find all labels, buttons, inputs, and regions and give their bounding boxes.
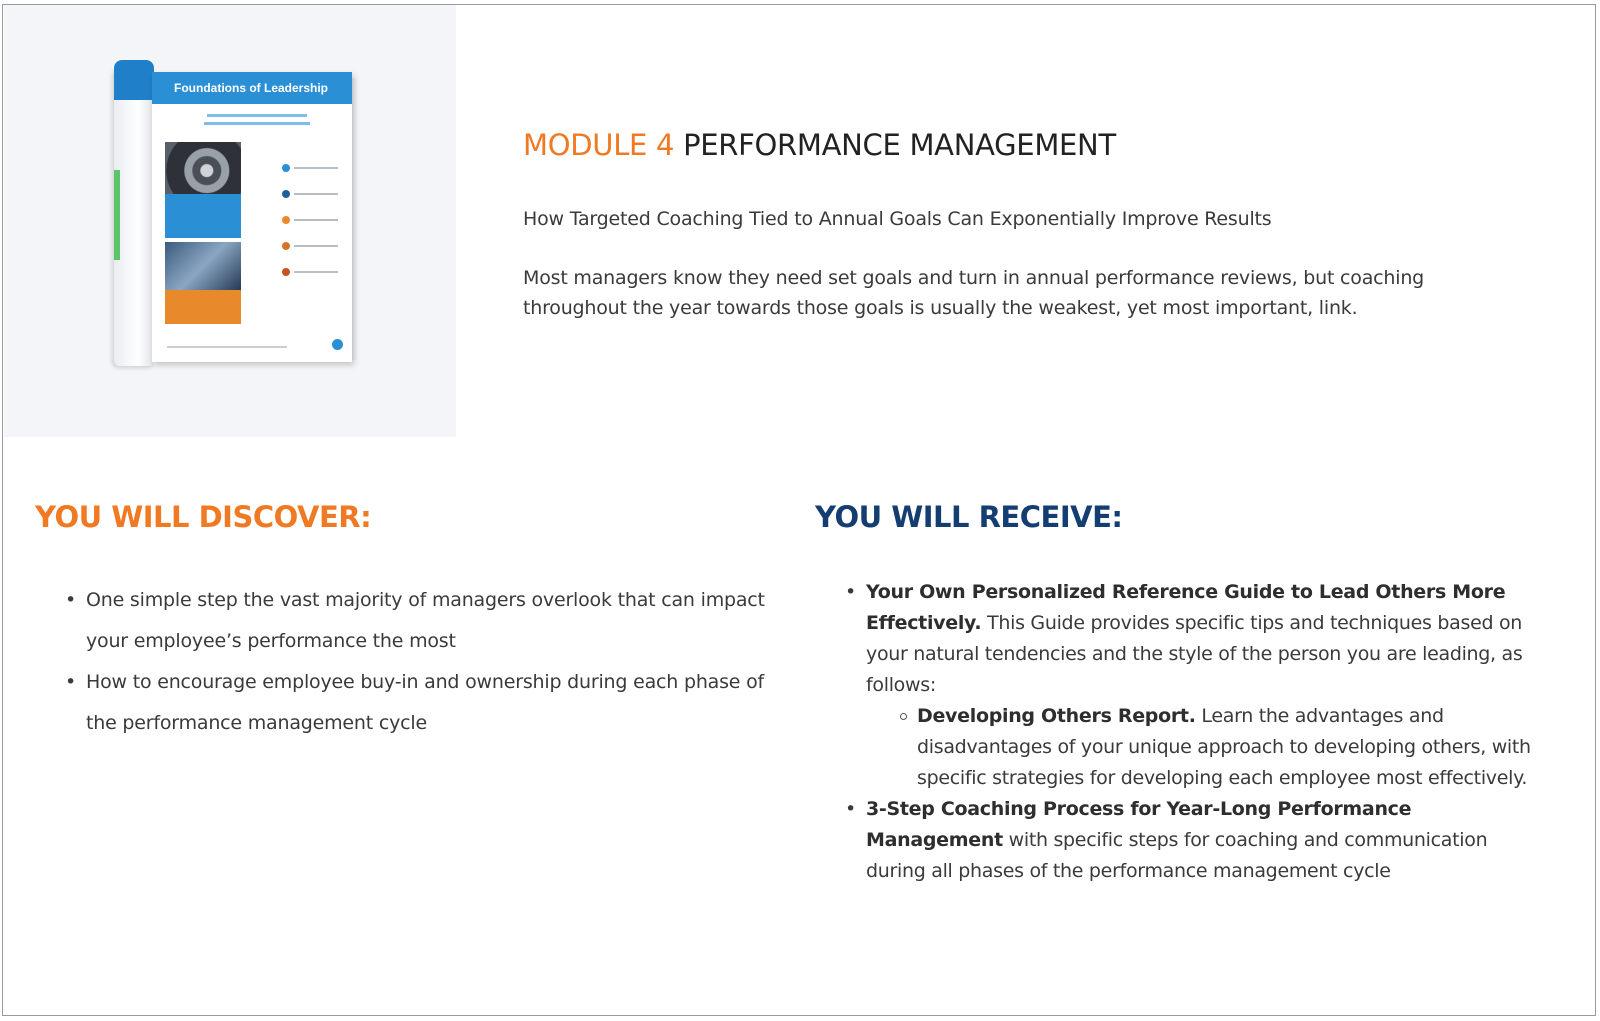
discover-heading: YOU WILL DISCOVER: bbox=[35, 500, 372, 534]
booklet-spine-top bbox=[114, 60, 154, 100]
receive-item bbox=[866, 577, 1538, 794]
booklet-subheading-line bbox=[207, 114, 307, 117]
module-name: PERFORMANCE MANAGEMENT bbox=[683, 128, 1116, 162]
booklet-bullet-line bbox=[294, 219, 338, 221]
receive-item-text: This Guide provides specific tips and techniques based on your natural tendencies and the style of the person you are leading, as follows: bbox=[866, 612, 1523, 696]
module-number: MODULE 4 bbox=[523, 128, 675, 162]
receive-heading: YOU WILL RECEIVE: bbox=[815, 500, 1123, 534]
booklet-bullet-dot bbox=[282, 164, 290, 172]
booklet-orange-panel bbox=[165, 290, 241, 324]
discover-item: • How to encourage employee buy-in and ownership during each phase of the performance management cycle bbox=[86, 662, 766, 744]
receive-item-text: with specific steps for coaching and communication during all phases of the performance management cycle bbox=[866, 829, 1488, 882]
booklet-bullet-line bbox=[294, 245, 338, 247]
booklet-bullet-line bbox=[294, 271, 338, 273]
booklet-bullet-dot bbox=[282, 242, 290, 250]
booklet-bullet-dot bbox=[282, 268, 290, 276]
booklet-page bbox=[152, 72, 352, 362]
receive-item-title: 3-Step Coaching Process for Year-Long Performance Management bbox=[866, 798, 1412, 851]
booklet-bullet-line bbox=[294, 167, 338, 169]
receive-item bbox=[866, 794, 1538, 887]
receive-sublist bbox=[866, 701, 1538, 794]
booklet-illustration bbox=[114, 60, 364, 370]
module-subtitle: How Targeted Coaching Tied to Annual Goals Can Exponentially Improve Results bbox=[523, 208, 1272, 230]
booklet-bullet-dot bbox=[282, 190, 290, 198]
receive-subitem-title: Developing Others Report. bbox=[917, 705, 1196, 727]
discover-item: • One simple step the vast majority of managers overlook that can impact your employee’s performance the most bbox=[86, 580, 766, 662]
dartboard-photo bbox=[165, 142, 241, 194]
booklet-blue-panel bbox=[165, 194, 241, 238]
booklet-footer-line bbox=[167, 346, 287, 348]
booklet-title: Foundations of Leadership bbox=[152, 72, 352, 104]
booklet-spine bbox=[114, 68, 154, 366]
receive-item-title: Your Own Personalized Reference Guide to Lead Others More Effectively. bbox=[866, 581, 1506, 634]
module-intro: Most managers know they need set goals and turn in annual performance reviews, but coaching throughout the year towards those goals is usually the weakest, yet most important, link. bbox=[523, 267, 1425, 319]
receive-subitem-text: Learn the advantages and disadvantages of your unique approach to developing others, with specific strategies for developing each employee most effectively. bbox=[917, 705, 1531, 789]
booklet-bullet-line bbox=[294, 193, 338, 195]
discover-list bbox=[86, 580, 766, 744]
booklet-page-number bbox=[332, 339, 343, 350]
booklet-bullet-dot bbox=[282, 216, 290, 224]
booklet-subheading-line bbox=[204, 122, 310, 125]
receive-list bbox=[866, 577, 1538, 887]
meeting-photo bbox=[165, 242, 241, 290]
booklet-image bbox=[4, 5, 456, 437]
booklet-spine-accent bbox=[114, 170, 120, 260]
receive-subitem bbox=[917, 701, 1538, 794]
module-title bbox=[523, 128, 1116, 162]
